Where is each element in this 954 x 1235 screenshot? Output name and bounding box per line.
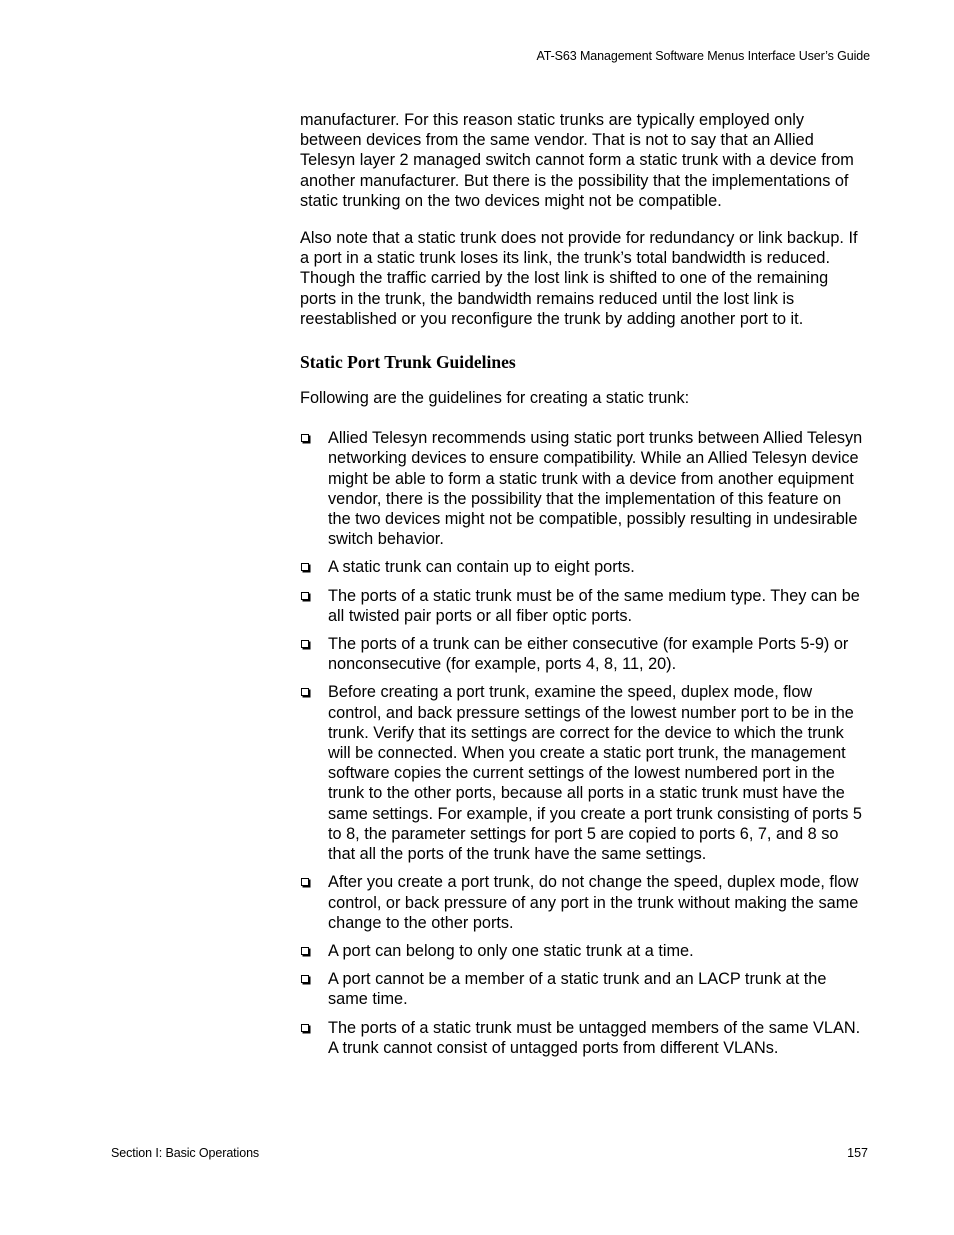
list-item bbox=[300, 941, 866, 961]
running-header: AT-S63 Management Software Menus Interface User’s Guide bbox=[536, 49, 870, 63]
list-item-text: Allied Telesyn recommends using static port trunks between Allied Telesyn networking devices to ensure compatibility. While an Allied Telesyn device might be able to form a static trunk with a device from another equipment vendor, there is the possibility that the implementation of this feature on the two devices might not be compatible, possibly resulting in undesirable switch behavior. bbox=[328, 429, 863, 549]
list-item-text: A port cannot be a member of a static trunk and an LACP trunk at the same time. bbox=[328, 970, 827, 1009]
checkbox-bullet-icon bbox=[301, 947, 309, 955]
list-item-text: The ports of a static trunk must be of the same medium type. They can be all twisted pair ports or all fiber optic ports. bbox=[328, 586, 860, 625]
intro-paragraph: Following are the guidelines for creating a static trunk: bbox=[300, 389, 690, 408]
list-item bbox=[300, 1018, 866, 1058]
list-item-text: The ports of a trunk can be either consecutive (for example Ports 5-9) or nonconsecutive (for example, ports 4, 8, 11, 20). bbox=[328, 635, 849, 674]
list-item bbox=[300, 969, 866, 1009]
checkbox-bullet-icon bbox=[301, 975, 309, 983]
checkbox-bullet-icon bbox=[301, 640, 309, 648]
list-item bbox=[300, 557, 866, 577]
guidelines-list bbox=[300, 428, 866, 1058]
body-paragraph: Also note that a static trunk does not provide for redundancy or link backup. If a port in a static trunk loses its link, the trunk’s total bandwidth is reduced. Though the traffic carried by the lost link is shifted to one of the remaining ports in the trunk, the bandwidth remains reduced until the lost link is reestablished or you reconfigure the trunk by adding another port to it. bbox=[300, 229, 858, 328]
list-item bbox=[300, 682, 866, 864]
checkbox-bullet-icon bbox=[301, 592, 309, 600]
list-item-text: The ports of a static trunk must be untagged members of the same VLAN. A trunk cannot consist of untagged ports from different VLANs. bbox=[328, 1018, 861, 1057]
list-item bbox=[300, 428, 866, 549]
page-number: 157 bbox=[847, 1146, 868, 1160]
checkbox-bullet-icon bbox=[301, 434, 309, 442]
list-item bbox=[300, 872, 866, 933]
list-item bbox=[300, 634, 866, 674]
page-content bbox=[300, 110, 866, 1066]
list-item bbox=[300, 586, 866, 626]
section-heading: Static Port Trunk Guidelines bbox=[300, 352, 516, 373]
body-paragraph: manufacturer. For this reason static trunks are typically employed only between devices from the same vendor. That is not to say that an Allied Telesyn layer 2 managed switch cannot form a static trunk with a device from another manufacturer. But there is the possibility that the implementations of static trunking on the two devices might not be compatible. bbox=[300, 111, 854, 210]
checkbox-bullet-icon bbox=[301, 688, 309, 696]
list-item-text: After you create a port trunk, do not change the speed, duplex mode, flow control, or back pressure of any port in the trunk without making the same change to the other ports. bbox=[328, 873, 859, 932]
list-item-text: A port can belong to only one static trunk at a time. bbox=[328, 941, 694, 960]
list-item-text: Before creating a port trunk, examine the speed, duplex mode, flow control, and back pressure settings of the lowest number port to be in the trunk. Verify that its settings are correct for the device to which the trunk will be connected. When you create a static port trunk, the management software copies the current settings of the lowest numbered port in the trunk to the other ports, because all ports in a static trunk must have the same settings. For example, if you create a port trunk consisting of ports 5 to 8, the parameter settings for port 5 are copied to ports 6, 7, and 8 so that all the ports of the trunk have the same settings. bbox=[328, 683, 862, 864]
checkbox-bullet-icon bbox=[301, 1024, 309, 1032]
checkbox-bullet-icon bbox=[301, 878, 309, 886]
list-item-text: A static trunk can contain up to eight ports. bbox=[328, 558, 635, 577]
checkbox-bullet-icon bbox=[301, 563, 309, 571]
footer-section-label: Section I: Basic Operations bbox=[111, 1146, 260, 1160]
